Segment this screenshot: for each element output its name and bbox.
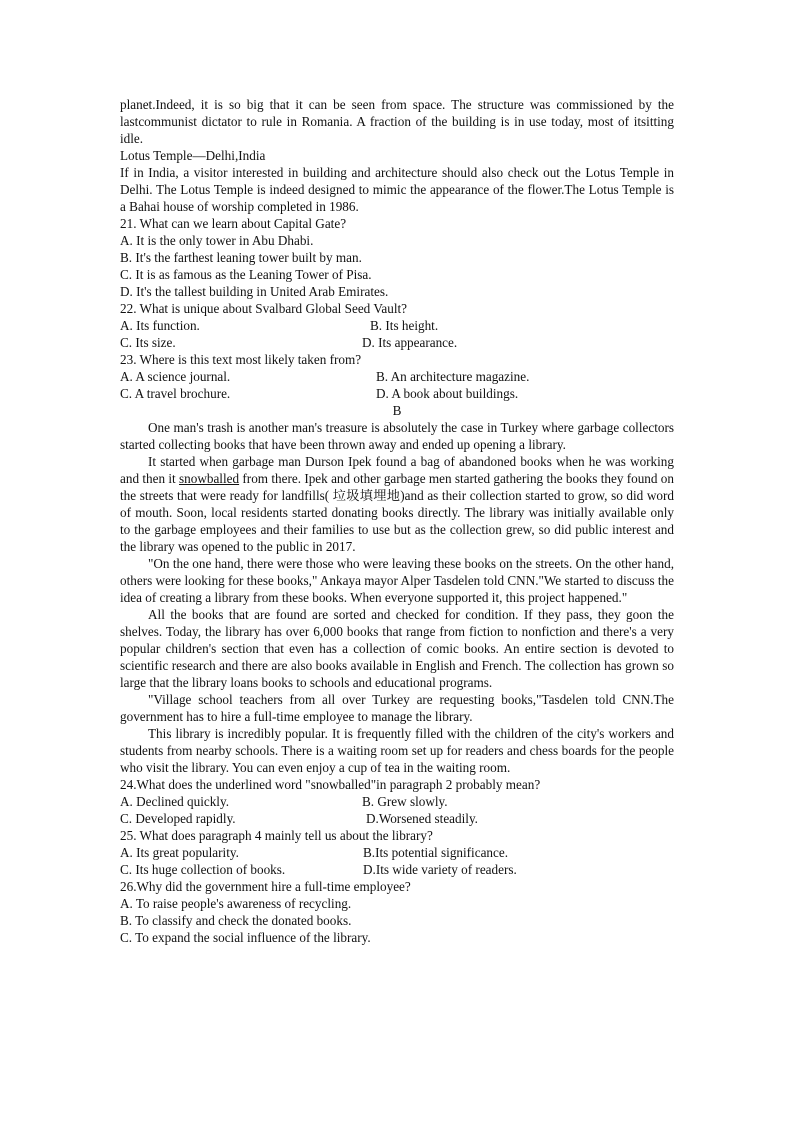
question-23-stem: 23. Where is this text most likely taken from? [120, 352, 362, 367]
question-26-option-c: C. To expand the social influence of the library. [120, 930, 371, 945]
question-24-option-a: A. Declined quickly. [120, 794, 230, 809]
lotus-temple-heading: Lotus Temple—Delhi,India [120, 148, 266, 163]
question-23-option-a: A. A science journal. [120, 369, 231, 384]
question-25-options-row-1 [120, 844, 674, 861]
passage-a-tail-paragraph: planet.Indeed, it is so big that it can be seen from space. The structure was commissioned by the lastcommunist dictator to rule in Romania. A fraction of the building is in use today, most of itsitting idle. [120, 97, 674, 146]
underlined-word-snowballed: snowballed [179, 471, 240, 486]
section-b-label: B [392, 403, 402, 418]
question-22-options-row-1 [120, 317, 674, 334]
question-21-option-b: B. It's the farthest leaning tower built by man. [120, 250, 362, 265]
question-22-option-d: D. Its appearance. [362, 335, 458, 350]
question-22-option-b: B. Its height. [370, 318, 439, 333]
question-26-option-b: B. To classify and check the donated books. [120, 913, 352, 928]
question-23-option-d: D. A book about buildings. [376, 386, 519, 401]
question-26-stem: 26.Why did the government hire a full-time employee? [120, 879, 411, 894]
question-25-stem: 25. What does paragraph 4 mainly tell us about the library? [120, 828, 433, 843]
question-21-option-c: C. It is as famous as the Leaning Tower of Pisa. [120, 267, 372, 282]
question-24-stem: 24.What does the underlined word "snowballed"in paragraph 2 probably mean? [120, 777, 541, 792]
paragraph-2-text-after: from there. Ipek and other garbage men started gathering the books they found on the streets that were ready for landfills( 垃圾填埋地)and as their collection started to grow, so did word of mouth. Soon, local residents started donating books directly. The library was initially available only to the garbage employees and their families to use but as the collection grew, so did public interest and the library was opened to the public in 2017. [120, 471, 674, 554]
paragraph-2-text-before: It started when garbage man Durson Ipek found a bag of abandoned books when he was working and then it [120, 454, 674, 486]
question-24-option-c: C. Developed rapidly. [120, 811, 236, 826]
passage-b-paragraph-4: All the books that are found are sorted and checked for condition. If they pass, they goon the shelves. Today, the library has over 6,000 books that range from fiction to nonfiction and there's a very popular children's section that even has a collection of comic books. An entire section is devoted to scientific research and there are also books available in English and French. The collection has grown so large that the library loans books to schools and educational programs. [120, 607, 674, 690]
question-21-option-a: A. It is the only tower in Abu Dhabi. [120, 233, 314, 248]
question-21-stem: 21. What can we learn about Capital Gate? [120, 216, 347, 231]
question-23-option-b: B. An architecture magazine. [376, 369, 530, 384]
question-24-options-row-2 [120, 810, 674, 827]
question-23-option-c: C. A travel brochure. [120, 386, 231, 401]
document-body [120, 96, 674, 946]
passage-b-paragraph-3: "On the one hand, there were those who were leaving these books on the streets. On the other hand, others were looking for these books," Ankaya mayor Alper Tasdelen told CNN."We started to discuss the idea of creating a library from these books. When everyone supported it, this project happened." [120, 556, 674, 605]
question-22-option-c: C. Its size. [120, 335, 176, 350]
question-22-options-row-2 [120, 334, 674, 351]
question-24-options-row-1 [120, 793, 674, 810]
question-25-option-d: D.Its wide variety of readers. [363, 862, 517, 877]
lotus-temple-paragraph: If in India, a visitor interested in building and architecture should also check out the Lotus Temple in Delhi. The Lotus Temple is indeed designed to mimic the appearance of the flower.The Lotus Temple is a Bahai house of worship completed in 1986. [120, 165, 674, 214]
question-26-option-a: A. To raise people's awareness of recycling. [120, 896, 352, 911]
question-23-options-row-2 [120, 385, 674, 402]
question-23-options-row-1 [120, 368, 674, 385]
question-24-option-b: B. Grew slowly. [362, 794, 448, 809]
passage-b-paragraph-6: This library is incredibly popular. It is frequently filled with the children of the city's workers and students from nearby schools. There is a waiting room set up for readers and chess boards for the people who visit the library. You can even enjoy a cup of tea in the waiting room. [120, 726, 674, 775]
passage-b-paragraph-1: One man's trash is another man's treasure is absolutely the case in Turkey where garbage collectors started collecting books that have been thrown away and ended up opening a library. [120, 420, 674, 452]
question-21-option-d: D. It's the tallest building in United Arab Emirates. [120, 284, 389, 299]
question-25-option-c: C. Its huge collection of books. [120, 862, 286, 877]
question-25-option-a: A. Its great popularity. [120, 845, 239, 860]
question-25-options-row-2 [120, 861, 674, 878]
passage-b-paragraph-5: "Village school teachers from all over Turkey are requesting books,"Tasdelen told CNN.The government has to hire a full-time employee to manage the library. [120, 692, 674, 724]
passage-b-paragraph-2 [120, 453, 674, 555]
question-22-stem: 22. What is unique about Svalbard Global Seed Vault? [120, 301, 408, 316]
question-22-option-a: A. Its function. [120, 318, 200, 333]
question-25-option-b: B.Its potential significance. [363, 845, 509, 860]
question-24-option-d: D.Worsened steadily. [366, 811, 478, 826]
